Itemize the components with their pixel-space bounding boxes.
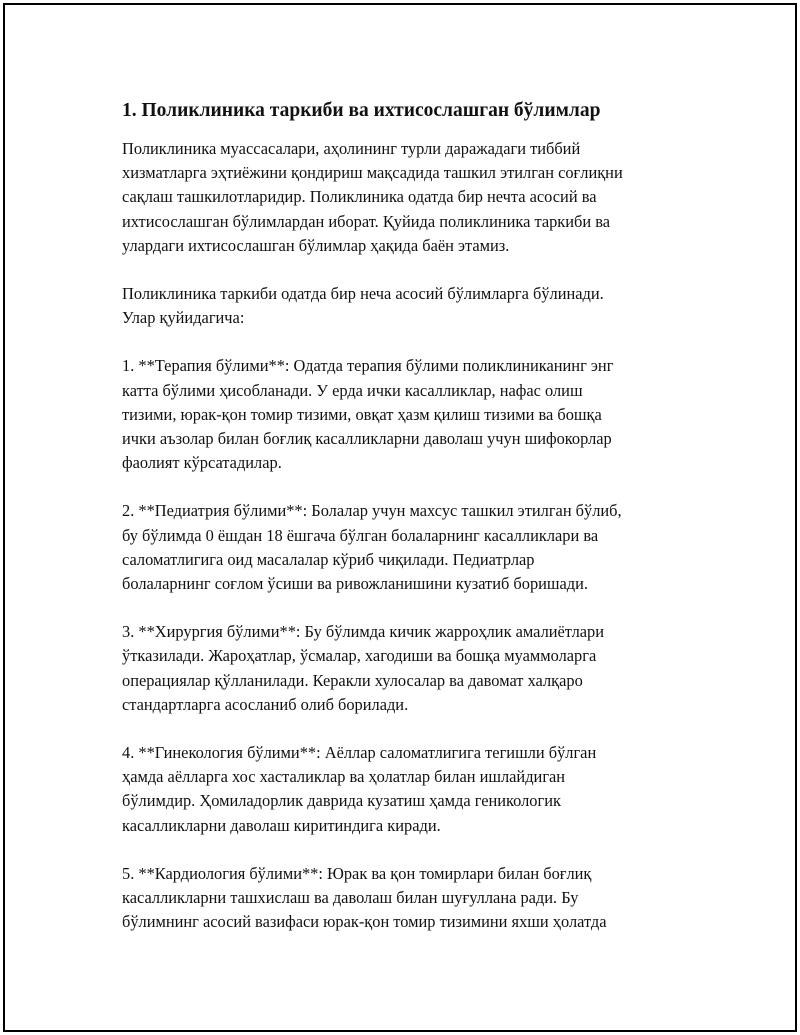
text-line: тизими, юрак-қон томир тизими, овқат ҳазм қилиш тизими ва бошқа [122, 404, 602, 424]
text-line: 4. **Гинекология бўлими**: Аёллар саломатлигига тегишли бўлган [122, 743, 597, 763]
paragraph [122, 620, 694, 717]
text-line: фаолият кўрсатадилар. [122, 453, 282, 473]
text-line: ички аъзолар билан боғлиқ касалликларни даволаш учун шифокорлар [122, 429, 612, 449]
document-heading: 1. Поликлиника таркиби ва ихтисослашган бўлимлар [122, 100, 601, 121]
text-line: 1. **Терапия бўлими**: Одатда терапия бўлими поликлиниканинг энг [122, 356, 614, 376]
paragraph [122, 862, 694, 935]
paragraph [122, 499, 694, 596]
text-line: 2. **Педиатрия бўлими**: Болалар учун махсус ташкил этилган бўлиб, [122, 501, 622, 521]
text-line: 5. **Кардиология бўлими**: Юрак ва қон томирлари билан боғлиқ [122, 863, 592, 883]
text-line: ўтказилади. Жароҳатлар, ўсмалар, хагодиши ва бошқа муаммоларга [122, 646, 597, 666]
text-line: касалликларни ташхислаш ва даволаш билан шуғуллана ради. Бу [122, 888, 579, 908]
text-line: улардаги ихтисослашган бўлимлар ҳақида баён этамиз. [122, 235, 510, 255]
paragraph [122, 282, 694, 330]
text-line: Поликлиника таркиби одатда бир неча асосий бўлимларга бўлинади. [122, 284, 604, 304]
text-line: хизматларга эҳтиёжини қондириш мақсадида ташкил этилган соғлиқни [122, 163, 623, 183]
text-line: сақлаш ташкилотларидир. Поликлиника одатда бир нечта асосий ва [122, 187, 597, 207]
text-line: катта бўлими ҳисобланади. У ерда ички касалликлар, нафас олиш [122, 380, 583, 400]
text-line: саломатлигига оид масалалар кўриб чиқилади. Педиатрлар [122, 549, 535, 569]
text-line: касалликларни даволаш киритиндига киради. [122, 815, 441, 835]
text-line: ихтисослашган бўлимлардан иборат. Қуйида поликлиника таркиби ва [122, 211, 611, 231]
page-frame [3, 3, 797, 1032]
text-line: бўлимнинг асосий вазифаси юрак-қон томир тизимини яхши ҳолатда [122, 912, 607, 932]
paragraph [122, 741, 694, 838]
text-line: операциялар қўлланилади. Керакли хулосалар ва давомат халқаро [122, 670, 583, 690]
paragraph-list [122, 137, 694, 934]
text-line: болаларнинг соғлом ўсиши ва ривожланишини кузатиб боришади. [122, 574, 589, 594]
text-line: 3. **Хирургия бўлими**: Бу бўлимда кичик жарроҳлик амалиётлари [122, 622, 604, 642]
paragraph [122, 354, 694, 475]
text-line: ҳамда аёлларга хос хасталиклар ва ҳолатлар билан ишлайдиган [122, 767, 566, 787]
text-line: бу бўлимда 0 ёшдан 18 ёшгача бўлган болаларнинг касалликлари ва [122, 525, 599, 545]
document-body [122, 98, 694, 958]
text-line: Поликлиника муассасалари, аҳолининг турли даражадаги тиббий [122, 139, 581, 158]
text-line: стандартларга асосланиб олиб борилади. [122, 694, 409, 714]
text-line: Улар қуйидагича: [122, 308, 245, 328]
text-line: бўлимдир. Ҳомиладорлик даврида кузатиш ҳамда геникологик [122, 791, 561, 811]
paragraph [122, 137, 694, 258]
